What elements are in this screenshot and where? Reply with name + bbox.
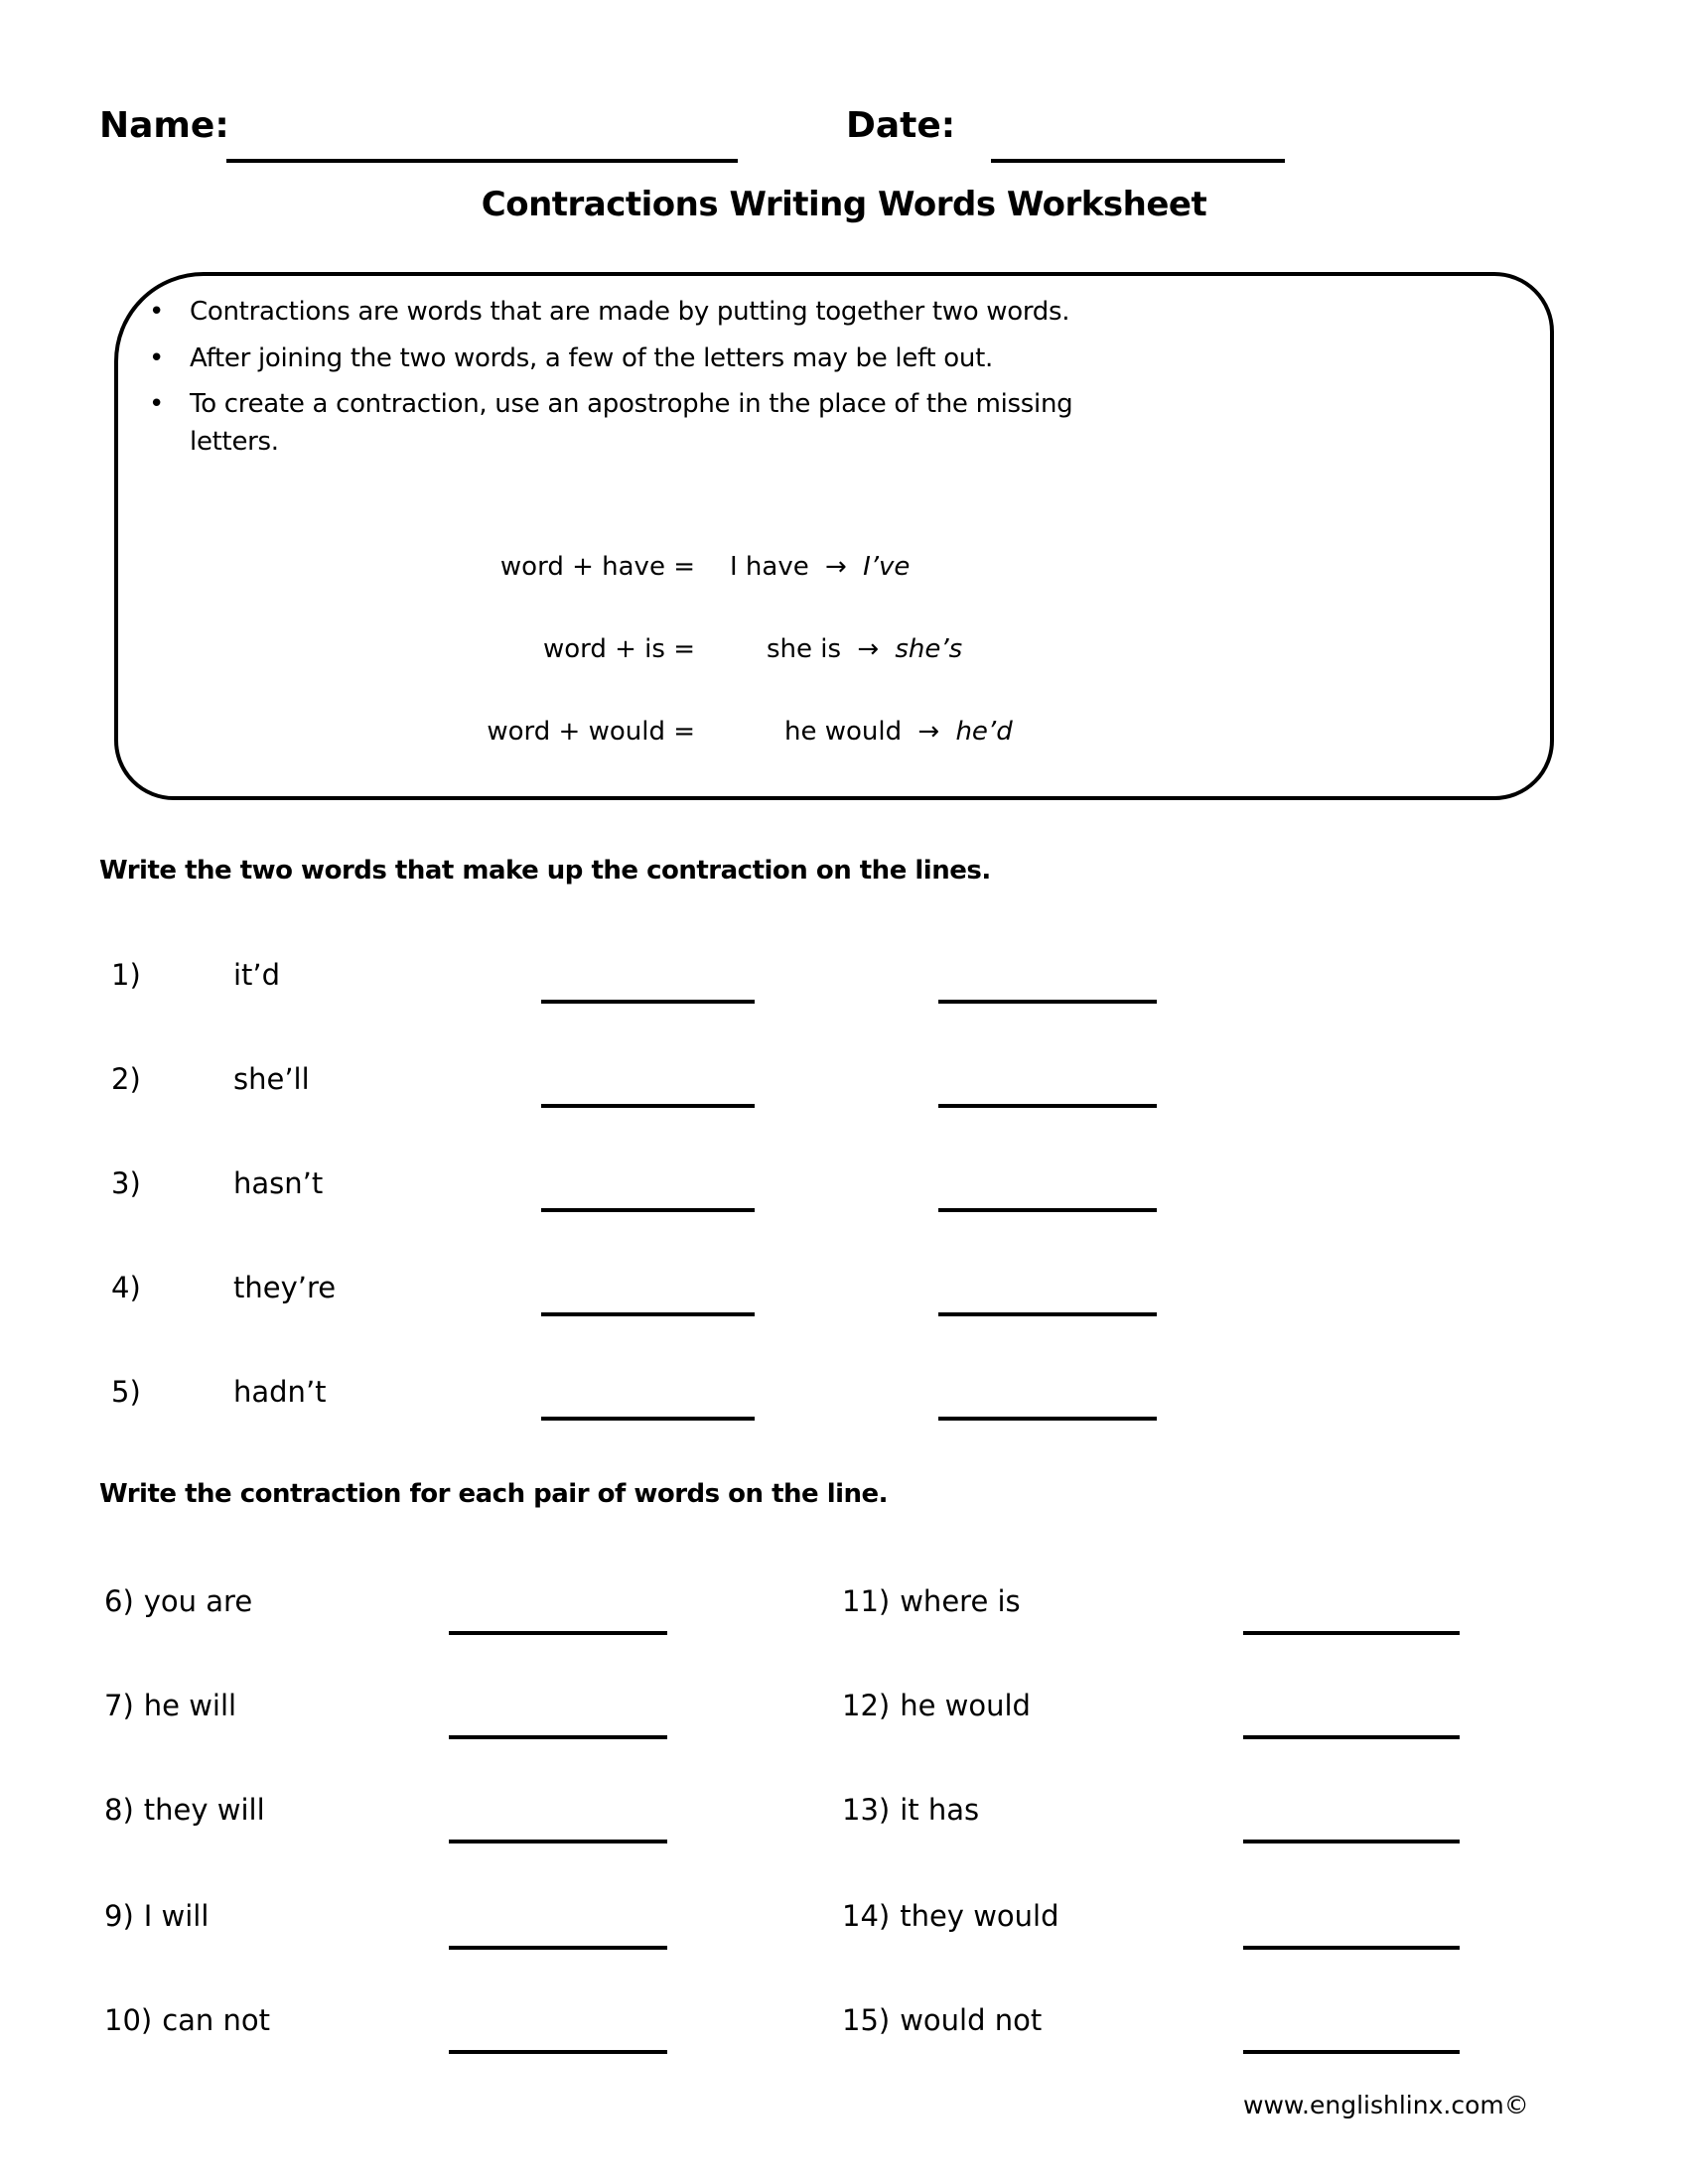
example-row [0, 717, 1291, 756]
worksheet-item-row [0, 958, 1688, 1006]
answer-blank-line [1243, 2050, 1460, 2054]
example-row [0, 634, 1291, 674]
section2-instructions: Write the contraction for each pair of words on the line. [99, 1479, 889, 1509]
worksheet-item-row [0, 1793, 1688, 1844]
worksheet-item-row [0, 1271, 1688, 1318]
answer-blank-line [449, 1840, 667, 1843]
word-pair: where is [900, 1584, 1021, 1618]
worksheet-item-row [0, 1584, 1688, 1636]
word-pair-item [842, 1584, 1021, 1618]
example-row [0, 552, 1291, 592]
item-number: 9) [104, 1899, 134, 1933]
answer-blank-line [449, 2050, 667, 2054]
answer-blank-line [1243, 1946, 1460, 1950]
item-number: 13) [842, 1793, 891, 1827]
word-pair-item [104, 2003, 270, 2037]
website-credit: www.englishlinx.com© [1243, 2091, 1529, 2119]
worksheet-item-row [0, 1375, 1688, 1423]
bullet-text: To create a contraction, use an apostrophe in the place of the missing letters. [190, 389, 1073, 458]
word-pair-item [842, 2003, 1042, 2037]
word-pair-item [842, 1899, 1059, 1933]
example-formula: word + is = [542, 634, 695, 664]
name-blank-line [226, 159, 738, 163]
example-expansion: she is [767, 634, 842, 664]
worksheet-item-row [0, 1689, 1688, 1740]
item-number: 3) [111, 1166, 141, 1200]
item-number: 6) [104, 1584, 134, 1618]
word-pair-item [104, 1689, 236, 1722]
answer-blank-line [938, 1000, 1157, 1004]
page-title: Contractions Writing Words Worksheet [481, 185, 1207, 224]
word-pair: it has [900, 1793, 980, 1827]
example-expansion: I have [730, 552, 809, 582]
word-pair: they would [900, 1899, 1059, 1933]
bullet-icon: • [149, 342, 165, 373]
item-number: 12) [842, 1689, 891, 1722]
worksheet-item-row [0, 1899, 1688, 1951]
bullet-item [149, 341, 1172, 378]
answer-blank-line [541, 1104, 755, 1108]
example-contraction: she’s [895, 634, 963, 664]
answer-blank-line [541, 1208, 755, 1212]
item-number: 2) [111, 1062, 141, 1096]
answer-blank-line [1243, 1631, 1460, 1635]
example-value [784, 717, 1013, 747]
answer-blank-line [1243, 1840, 1460, 1843]
item-number: 8) [104, 1793, 134, 1827]
date-blank-line [991, 159, 1285, 163]
item-number: 5) [111, 1375, 141, 1409]
bullet-icon: • [149, 297, 165, 327]
contraction-word: they’re [233, 1271, 337, 1304]
bullet-text: After joining the two words, a few of the letters may be left out. [190, 342, 993, 373]
word-pair: you are [143, 1584, 253, 1618]
answer-blank-line [449, 1631, 667, 1635]
bullet-item [149, 386, 1172, 461]
example-expansion: he would [784, 717, 903, 747]
worksheet-item-row [0, 1062, 1688, 1110]
bullet-icon: • [149, 389, 165, 420]
contraction-word: it’d [233, 958, 281, 992]
example-contraction: I’ve [863, 552, 911, 582]
arrow-right-icon: → [917, 717, 940, 747]
example-contraction: he’d [955, 717, 1013, 747]
word-pair-item [842, 1689, 1031, 1722]
item-number: 10) [104, 2003, 153, 2037]
word-pair-item [104, 1584, 252, 1618]
answer-blank-line [938, 1208, 1157, 1212]
example-value [767, 634, 962, 664]
word-pair-item [842, 1793, 979, 1827]
item-number: 15) [842, 2003, 891, 2037]
answer-blank-line [541, 1000, 755, 1004]
answer-blank-line [541, 1312, 755, 1316]
arrow-right-icon: → [857, 634, 880, 664]
item-number: 14) [842, 1899, 891, 1933]
worksheet-item-row [0, 2003, 1688, 2055]
contraction-word: hadn’t [233, 1375, 327, 1409]
bullet-item [149, 294, 1172, 332]
word-pair-item [104, 1793, 265, 1827]
example-formula: word + have = [499, 552, 695, 582]
bullet-text: Contractions are words that are made by putting together two words. [190, 297, 1070, 327]
word-pair: he would [900, 1689, 1031, 1722]
contraction-word: hasn’t [233, 1166, 324, 1200]
example-value [730, 552, 910, 582]
answer-blank-line [541, 1417, 755, 1421]
answer-blank-line [449, 1946, 667, 1950]
date-label: Date: [846, 105, 956, 146]
item-number: 11) [842, 1584, 891, 1618]
answer-blank-line [938, 1312, 1157, 1316]
word-pair-item [104, 1899, 209, 1933]
worksheet-item-row [0, 1166, 1688, 1214]
word-pair: I will [143, 1899, 210, 1933]
name-label: Name: [99, 105, 229, 146]
example-formula: word + would = [487, 717, 695, 747]
item-number: 4) [111, 1271, 141, 1304]
answer-blank-line [449, 1735, 667, 1739]
contraction-word: she’ll [233, 1062, 310, 1096]
answer-blank-line [938, 1417, 1157, 1421]
word-pair: would not [900, 2003, 1043, 2037]
answer-blank-line [938, 1104, 1157, 1108]
instruction-bullet-list [149, 294, 1172, 471]
word-pair: they will [143, 1793, 265, 1827]
word-pair: he will [143, 1689, 237, 1722]
word-pair: can not [162, 2003, 271, 2037]
item-number: 7) [104, 1689, 134, 1722]
arrow-right-icon: → [825, 552, 847, 582]
answer-blank-line [1243, 1735, 1460, 1739]
section1-instructions: Write the two words that make up the contraction on the lines. [99, 856, 991, 886]
item-number: 1) [111, 958, 141, 992]
